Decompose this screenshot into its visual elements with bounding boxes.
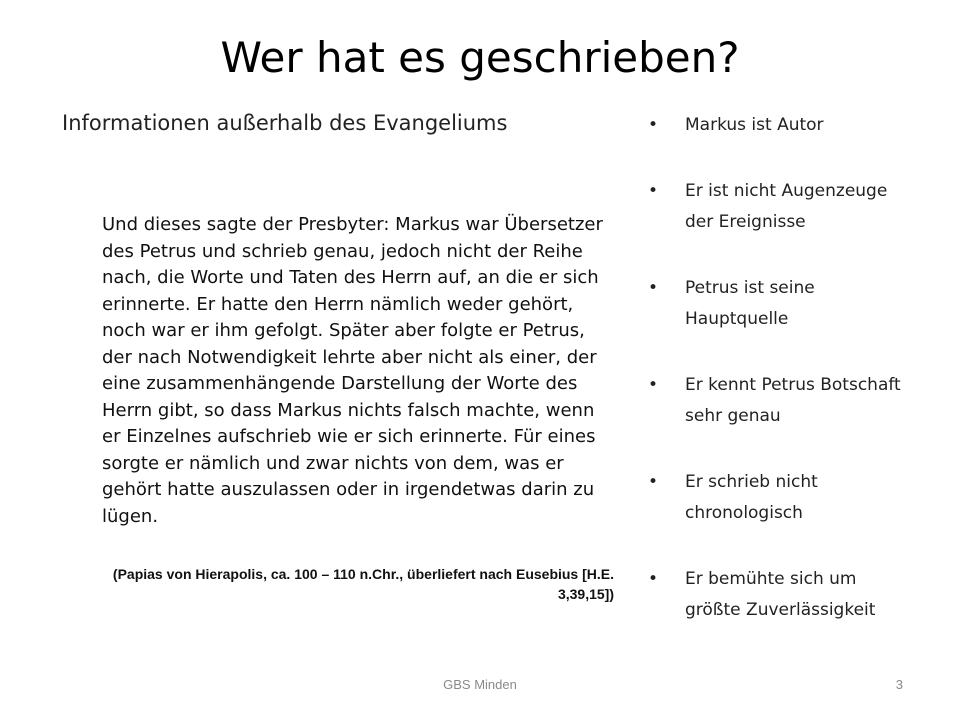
subheading: Informationen außerhalb des Evangeliums — [62, 111, 508, 135]
bullet-list — [648, 110, 908, 626]
bullet-text: Er ist nicht Augenzeuge der Ereignisse — [685, 181, 888, 232]
bullet-item — [648, 110, 908, 141]
bullet-text: Petrus ist seine Hauptquelle — [685, 278, 815, 329]
right-column — [648, 110, 908, 626]
bullet-item — [648, 370, 908, 432]
bullet-item — [648, 467, 908, 529]
left-column — [62, 108, 618, 604]
bullet-dot-icon: • — [648, 472, 659, 492]
slide-title: Wer hat es geschrieben? — [220, 33, 740, 82]
page-number: 3 — [895, 677, 903, 692]
footer-label: GBS Minden — [443, 677, 517, 692]
bullet-text: Er kennt Petrus Botschaft sehr genau — [685, 375, 901, 426]
bullet-dot-icon: • — [648, 569, 659, 589]
bullet-text: Er bemühte sich um größte Zuverlässigkeit — [685, 569, 876, 620]
quote-text: Und dieses sagte der Presbyter: Markus war Übersetzer des Petrus und schrieb genau, jedoch nicht der Reihe nach, die Worte und Taten des Herrn auf, an die er sich erinnerte. Er hatte den Herrn nämlich weder gehört, noch war er ihm gefolgt. Später aber folgte er Petrus, der nach Notwendigkeit lehrte aber nicht als einer, der eine zusammenhängende Darstellung der Worte des Herrn gibt, so dass Markus nichts falsch machte, wenn er Einzelnes aufschrieb wie er sich erinnerte. Für eines sorgte er nämlich und zwar nichts von dem, was er gehört hatte auszulassen oder in irgendetwas darin zu lügen. — [102, 214, 603, 527]
bullet-dot-icon: • — [648, 375, 659, 395]
bullet-text: Er schrieb nicht chronologisch — [685, 472, 818, 523]
quote-citation: (Papias von Hierapolis, ca. 100 – 110 n.Chr., überliefert nach Eusebius [H.E. 3,39,15]) — [112, 566, 614, 602]
bullet-item — [648, 176, 908, 238]
bullet-dot-icon: • — [648, 278, 659, 298]
bullet-item — [648, 564, 908, 626]
bullet-item — [648, 273, 908, 335]
bullet-dot-icon: • — [648, 181, 659, 201]
bullet-dot-icon: • — [648, 115, 659, 135]
bullet-text: Markus ist Autor — [685, 115, 824, 135]
